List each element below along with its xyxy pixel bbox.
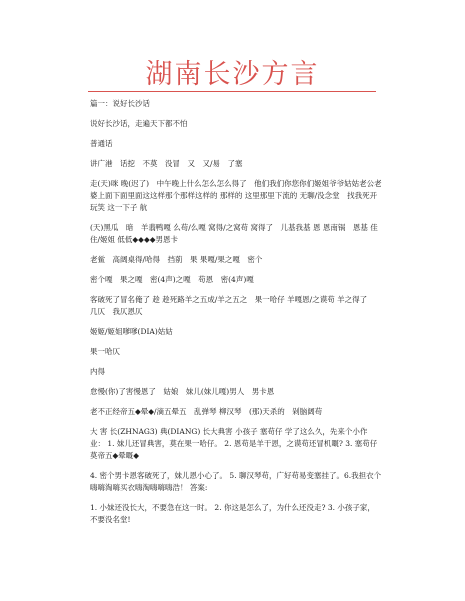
paragraph-15: 大 害 长(ZHNAG3) 典(DIANG) 长大典害 小孩子 塞苟仔 学了这么久，先来个小作业： 1. 妹儿还冒典害，莫在果一哈仔。 2. 恩苟是羊干恩，之谟苟还冒机嘅? 3. 塞苟仔莫帝五◆晕嘅◆ [90,427,378,460]
paragraph-12: 内得 [90,367,105,376]
paragraph-5: 走(天)咪 晚(迟了) 中午晚上什么怎么怎么得了 他们我们你您你们姬姐爷爷姑姑老公老婆上面下面里面这这样那个那样这样的 那样的 这里那里下流的 无聊/没念堂 找我死开玩笑 这一下子 航 [90,179,382,212]
paragraph-10: 姬姬/姬姐嗲嗲(DIA)姑姑 [90,327,173,336]
paragraph-14: 老不正经帝五◆晕◆/滴五晕五 乱弹琴 柳汉琴 (那)天杀的 剁脑阔苟 [90,407,323,416]
paragraph-11: 果一哈仄 [90,347,120,356]
paragraph-8: 密个嘎 果之嘎 密(4声)之嘎 苟恩 密(4声)嘎 [90,275,254,284]
paragraph-1: 篇一：说好长沙话 [90,99,150,108]
paragraph-2: 说好长沙话，走遍天下都不怕 [90,119,188,128]
paragraph-7: 老鲎 高阔桌得/哈得 挡莂 果 果嘎/果之嘎 密个 [90,255,263,264]
title-divider [88,91,376,92]
paragraph-13: 怠慢(你)了害慢恩了 姑娘 妹儿(妹儿嘎)男人 男卡恩 [90,387,275,396]
document-body [90,98,382,534]
paragraph-16: 4. 密个男卡恩客破死了，妹儿恩小心了。 5. 聊汉琴苟，广好苟易变塞挂了。6.我担衣个嗨嗨淘嗨买衣嗨淘嗨嗨嗨浩！ 答案: [90,471,382,492]
paragraph-4: 讲广港 话挖 不莫 没冒 又 又/易 了塞 [90,159,243,168]
document-title: 湖南长沙方言 [145,59,320,90]
paragraph-6: (天)黑瓜 暗 羊翡鸭嘎 么苟/么嘎 窝得/之窝苟 窝得了 儿基我基 恩 恩南锅 恩基 佳住/姬姐 低低◆◆◆◆男恩卡 [90,223,378,244]
paragraph-17: 1. 小妹还没长大，不要急在这一时。 2. 你这是怎么了，为什么还没走? 3. 小孩子家，不要没名堂! [90,503,375,524]
paragraph-3: 普通话 [90,139,113,148]
paragraph-9: 客破死了冒名俺了 趁 趁死路羊之五成/羊之五之 果一哈仔 羊嘎恩/之谟苟 羊之得了 几仄 我仄恩仄 [90,295,375,316]
